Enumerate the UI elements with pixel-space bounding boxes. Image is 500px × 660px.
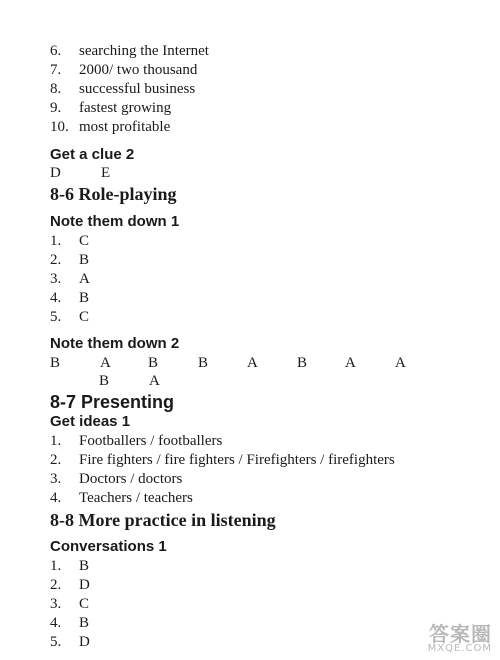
list-item: 1. C xyxy=(50,233,90,249)
list-item: 6. searching the Internet xyxy=(50,43,209,59)
answer-cell: E xyxy=(101,165,111,181)
answer-cell: A xyxy=(149,373,160,389)
list-item: 1. B xyxy=(50,558,90,574)
list-item: 7. 2000/ two thousand xyxy=(50,62,198,78)
answer-cell: B xyxy=(99,373,110,389)
list-item: 4. Teachers / teachers xyxy=(50,490,193,506)
note-1-heading: Note them down 1 xyxy=(50,213,180,230)
list-item: 9. fastest growing xyxy=(50,100,172,116)
answer-cell: A xyxy=(395,355,406,371)
list-item: 8. successful business xyxy=(50,81,196,97)
list-item: 3. A xyxy=(50,271,90,287)
answer-cell: D xyxy=(50,165,61,181)
answer-cell: B xyxy=(198,355,209,371)
answer-cell: B xyxy=(297,355,308,371)
section-8-6-title: 8-6 Role-playing xyxy=(50,184,177,204)
get-ideas-1-heading: Get ideas 1 xyxy=(50,413,131,430)
note-2-heading: Note them down 2 xyxy=(50,335,180,352)
answer-cell: B xyxy=(148,355,159,371)
watermark xyxy=(428,624,492,654)
answer-cell: B xyxy=(50,355,61,371)
watermark-site: MXQE.COM xyxy=(427,643,492,654)
conversations-1-heading: Conversations 1 xyxy=(50,538,167,555)
answer-cell: A xyxy=(345,355,356,371)
list-item: 1. Footballers / footballers xyxy=(50,433,223,449)
answer-cell: A xyxy=(247,355,258,371)
section-8-7-title: 8-7 Presenting xyxy=(50,392,175,412)
list-item: 2. B xyxy=(50,252,90,268)
list-item: 2. Fire fighters / fire fighters / Firefighters / firefighters xyxy=(50,452,395,468)
list-item: 5. D xyxy=(50,634,90,650)
list-item: 2. D xyxy=(50,577,90,593)
section-8-8-title: 8-8 More practice in listening xyxy=(50,510,276,530)
get-clue-2-heading: Get a clue 2 xyxy=(50,146,135,163)
list-item: 10. most profitable xyxy=(50,119,171,135)
list-item: 4. B xyxy=(50,615,90,631)
answer-cell: A xyxy=(100,355,111,371)
list-item: 4. B xyxy=(50,290,90,306)
list-item: 3. Doctors / doctors xyxy=(50,471,183,487)
watermark-logo-text: 答案圈 xyxy=(429,622,492,646)
list-item: 5. C xyxy=(50,309,90,325)
list-item: 3. C xyxy=(50,596,90,612)
